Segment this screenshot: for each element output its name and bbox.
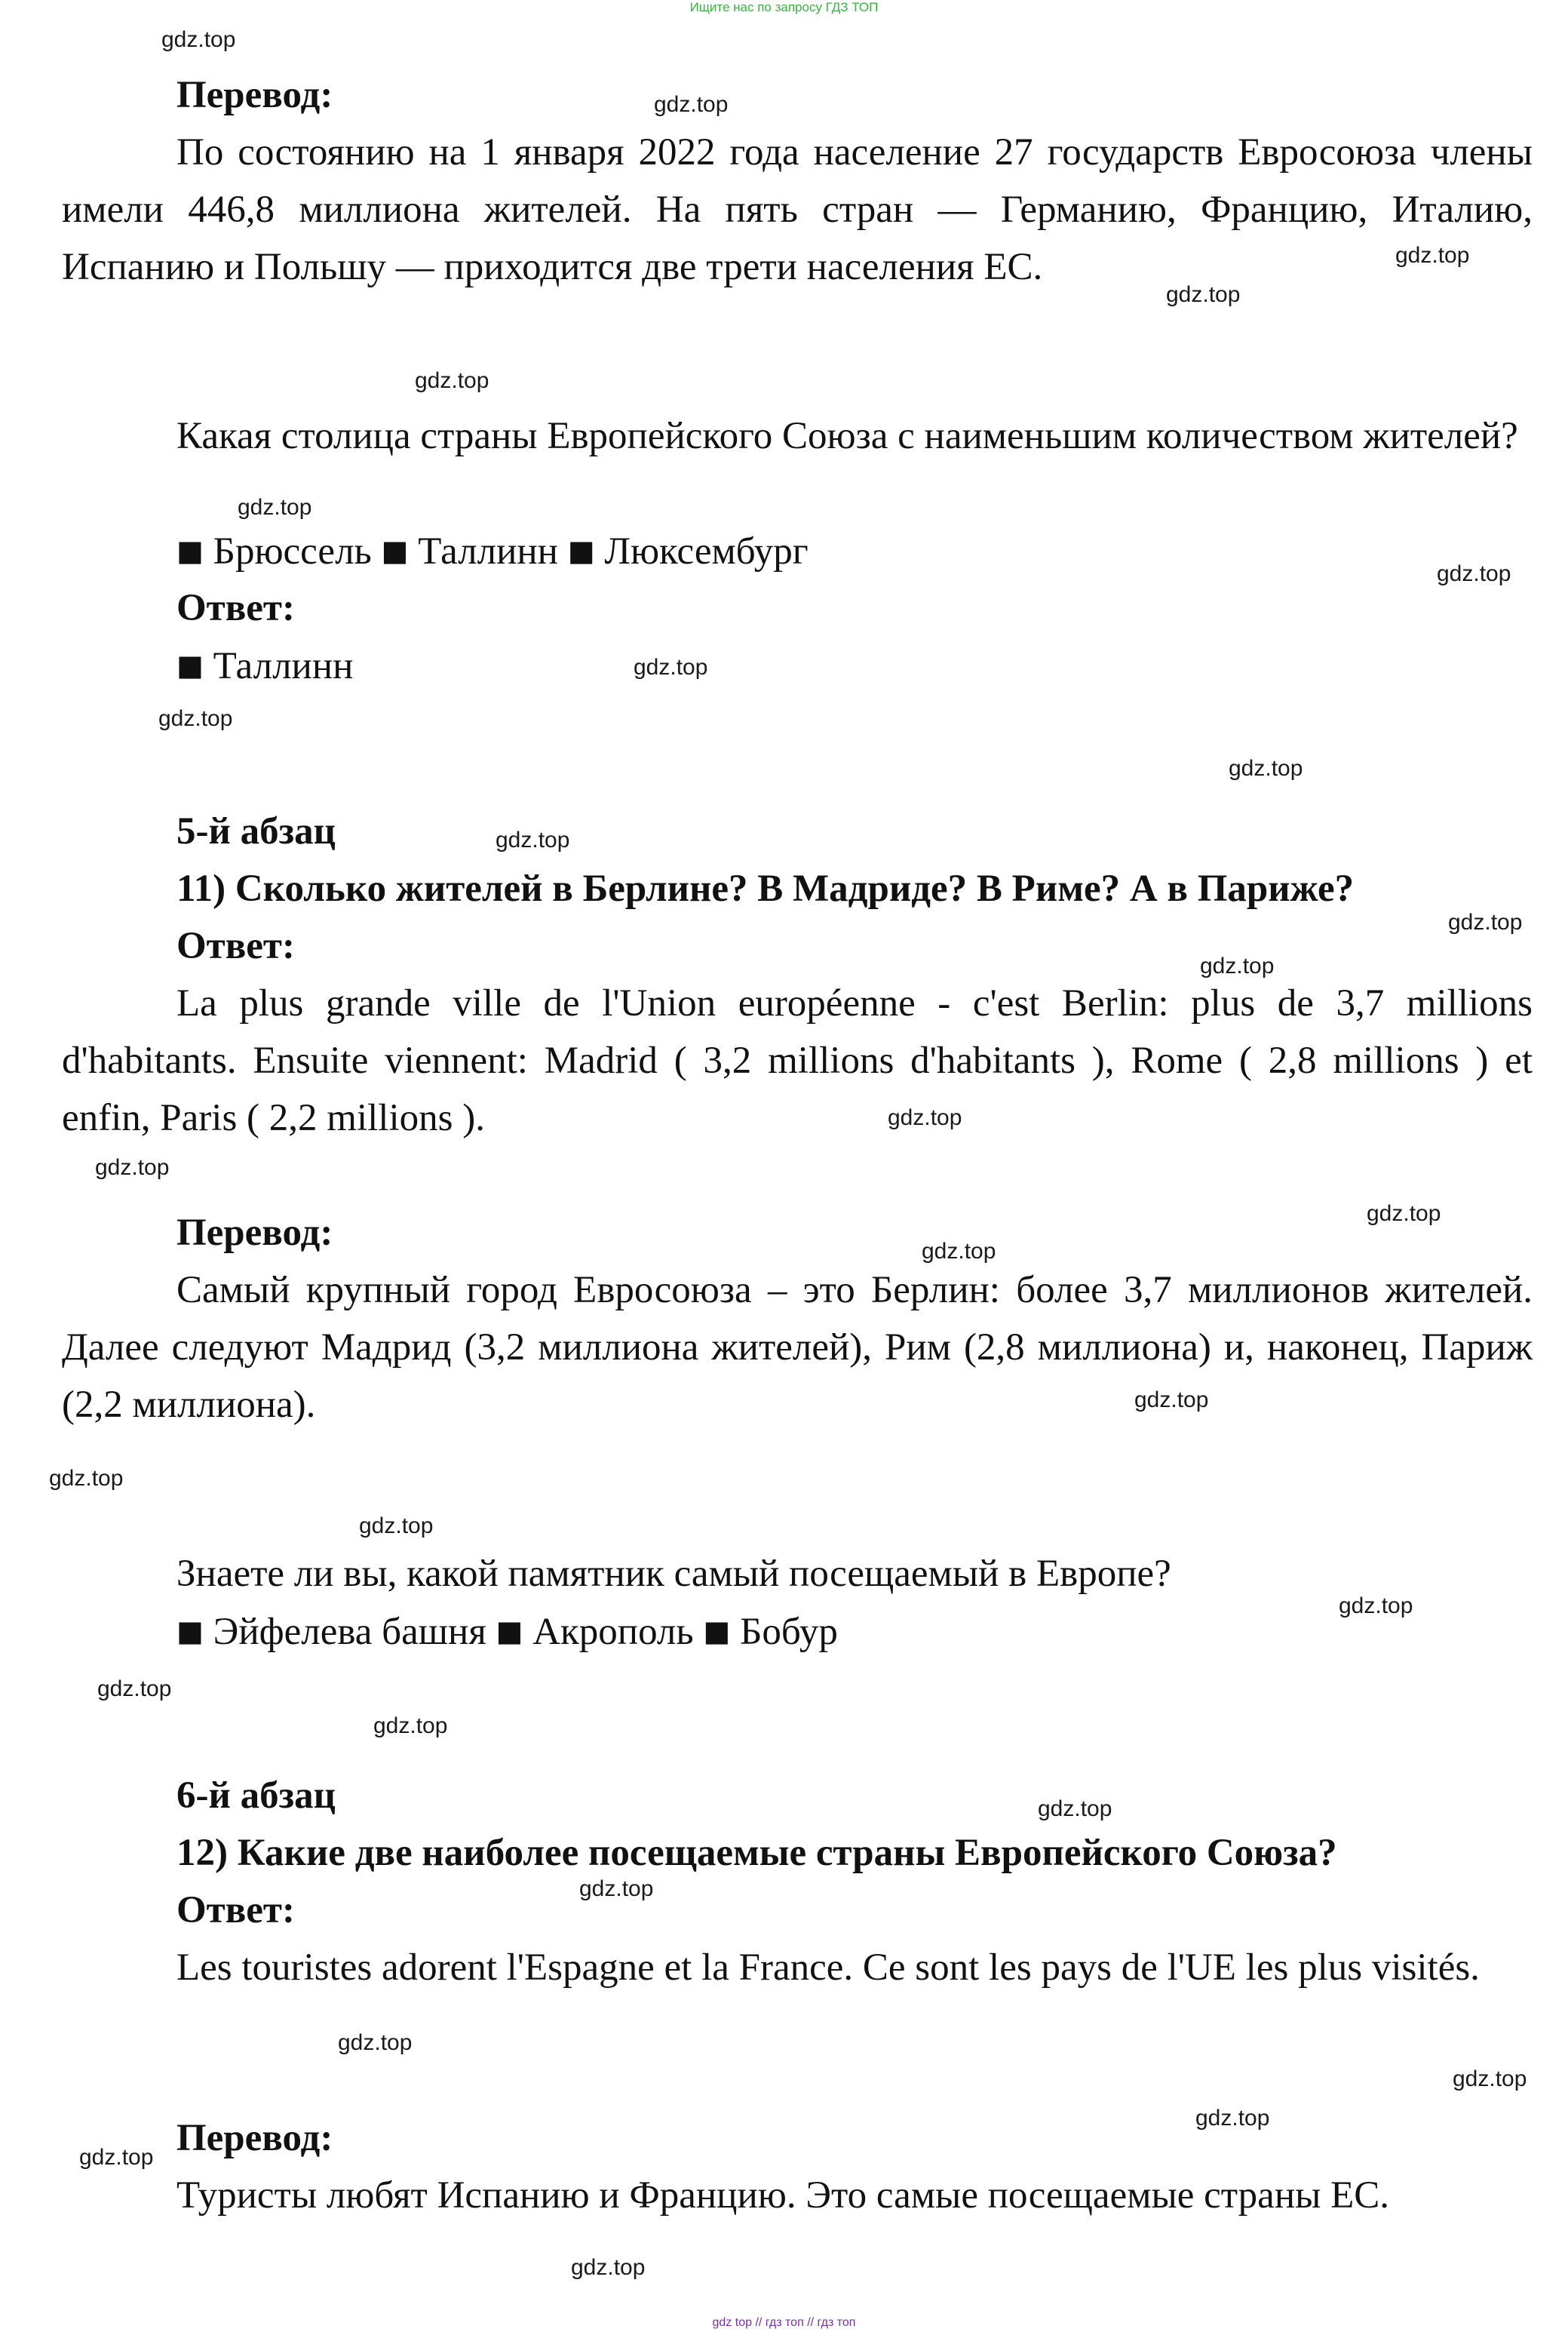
watermark: gdz.top	[95, 1155, 170, 1180]
quiz-option: Таллинн	[418, 530, 558, 573]
watermark: gdz.top	[1453, 2066, 1527, 2091]
watermark: gdz.top	[415, 368, 489, 393]
quiz-answer	[62, 637, 1568, 695]
bullet-icon: ■	[176, 534, 204, 567]
watermark: gdz.top	[97, 1676, 172, 1701]
translation-label: Перевод:	[176, 74, 333, 116]
quiz-options	[62, 1602, 1568, 1661]
watermark: gdz.top	[1134, 1387, 1209, 1412]
quiz-question: Знаете ли вы, какой памятник самый посещаемый в Европе?	[176, 1553, 1171, 1595]
quiz-answer-text: Таллинн	[213, 645, 354, 687]
watermark: gdz.top	[373, 1713, 448, 1738]
watermark: gdz.top	[1200, 954, 1275, 979]
watermark: gdz.top	[1339, 1593, 1413, 1618]
answer-label: Ответ:	[176, 925, 295, 967]
watermark: gdz.top	[49, 1466, 124, 1491]
watermark: gdz.top	[888, 1105, 962, 1130]
watermark: gdz.top	[1367, 1201, 1441, 1226]
watermark: gdz.top	[158, 706, 233, 731]
bullet-icon: ■	[381, 534, 409, 567]
exercise-question: 11) Сколько жителей в Берлине? В Мадриде? В Риме? А в Париже?	[176, 868, 1355, 910]
watermark: gdz.top	[571, 2255, 646, 2280]
watermark: gdz.top	[654, 92, 729, 117]
watermark: gdz.top	[1038, 1796, 1112, 1821]
watermark: gdz.top	[359, 1513, 434, 1538]
quiz-option: Брюссель	[213, 530, 372, 573]
watermark: gdz.top	[1195, 2106, 1270, 2131]
quiz-option: Бобур	[740, 1611, 838, 1653]
watermark: gdz.top	[1437, 561, 1511, 586]
quiz-option: Эйфелева башня	[213, 1611, 486, 1653]
bullet-icon: ■	[176, 1615, 204, 1648]
bullet-icon: ■	[567, 534, 595, 567]
watermark: gdz.top	[1395, 243, 1470, 268]
bullet-icon: ■	[703, 1615, 731, 1648]
bullet-icon: ■	[496, 1615, 523, 1648]
watermark: gdz.top	[922, 1239, 996, 1264]
watermark: gdz.top	[496, 828, 570, 853]
quiz-option: Акрополь	[532, 1611, 694, 1653]
translation-paragraph: Туристы любят Испанию и Францию. Это самые посещаемые страны ЕС.	[176, 2174, 1390, 2217]
section-heading: 5-й абзац	[176, 810, 336, 853]
translation-label: Перевод:	[176, 2117, 333, 2159]
exercise-question: 12) Какие две наиболее посещаемые страны Европейского Союза?	[176, 1832, 1337, 1874]
watermark: gdz.top	[238, 495, 312, 520]
watermark: gdz.top	[1229, 756, 1303, 781]
watermark: gdz.top	[79, 2145, 154, 2170]
quiz-options	[62, 522, 1568, 580]
answer-paragraph: La plus grande ville de l'Union européenne - c'est Berlin: plus de 3,7 millions d'habitants. Ensuite viennent: Madrid ( 3,2 millions d'habitants ), Rome ( 2,8 millions ) et enfin, Paris ( 2,2 millions ).	[62, 982, 1533, 1139]
translation-paragraph: По состоянию на 1 января 2022 года население 27 государств Евросоюза члены имели 446,8 миллиона жителей. На пять стран — Германию, Францию, Италию, Испанию и Польшу — приходится две трети населения ЕС.	[62, 131, 1533, 288]
translation-label: Перевод:	[176, 1212, 333, 1254]
section-heading: 6-й абзац	[176, 1774, 336, 1817]
page-header: Ищите нас по запросу ГДЗ ТОП	[689, 0, 879, 14]
watermark: gdz.top	[634, 655, 708, 680]
answer-label: Ответ:	[176, 587, 295, 629]
watermark: gdz.top	[338, 2030, 413, 2055]
watermark: gdz.top	[161, 27, 236, 52]
answer-paragraph: Les touristes adorent l'Espagne et la France. Ce sont les pays de l'UE les plus visités.	[176, 1946, 1480, 1989]
quiz-question: Какая столица страны Европейского Союза с наименьшим количеством жителей?	[176, 415, 1518, 457]
watermark: gdz.top	[579, 1876, 654, 1901]
bullet-icon: ■	[176, 649, 204, 682]
quiz-option: Люксембург	[604, 530, 809, 573]
translation-paragraph: Самый крупный город Евросоюза – это Берлин: более 3,7 миллионов жителей. Далее следуют Мадрид (3,2 миллиона жителей), Рим (2,8 миллиона) и, наконец, Париж (2,2 миллиона).	[62, 1269, 1533, 1426]
page-footer: gdz top // гдз топ // гдз топ	[712, 2316, 856, 2329]
watermark: gdz.top	[1166, 282, 1241, 307]
watermark: gdz.top	[1448, 910, 1523, 935]
answer-label: Ответ:	[176, 1889, 295, 1931]
